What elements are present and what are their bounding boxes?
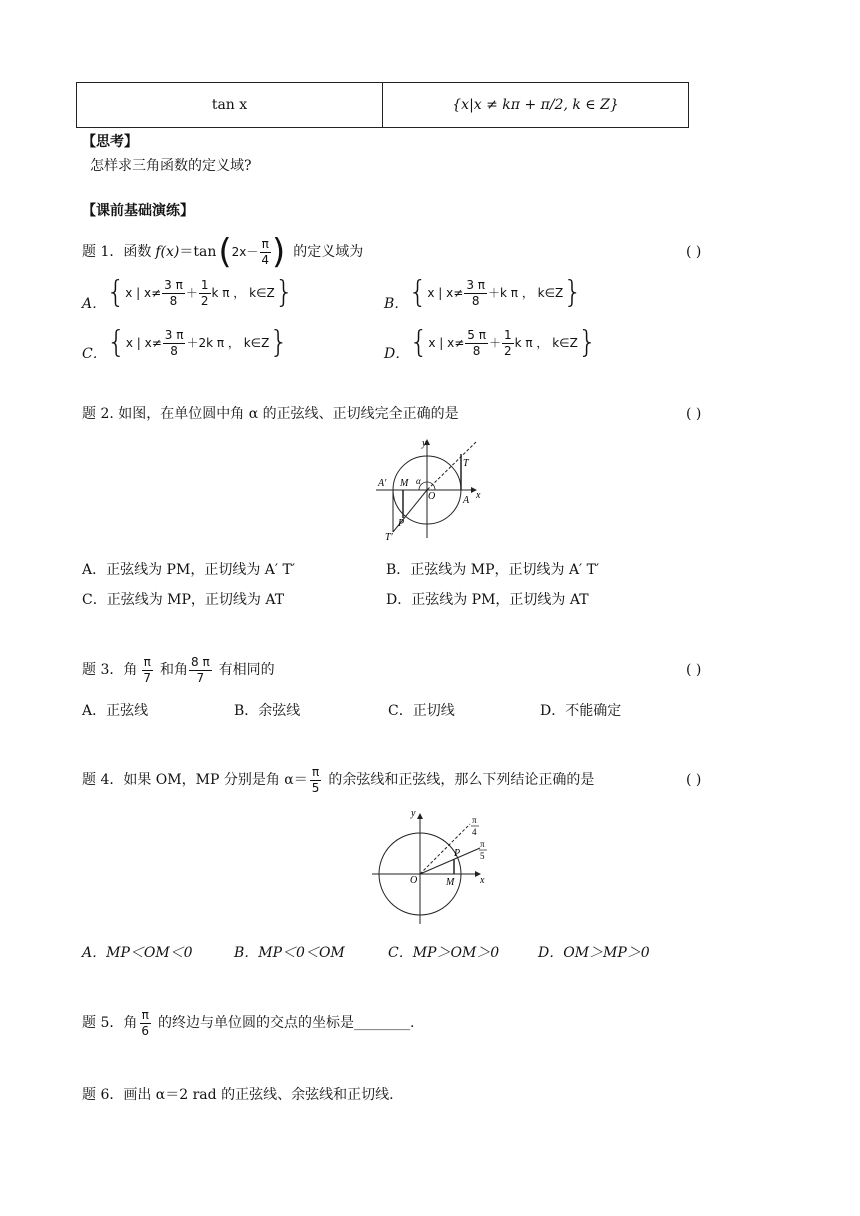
q2-option-c[interactable]: C．正弦线为 MP，正切线为 AT (82, 592, 285, 608)
label-t: T (463, 458, 469, 469)
q2-option-a[interactable]: A．正弦线为 PM，正切线为 A′ T′ (82, 562, 296, 578)
q3-option-c[interactable]: C．正切线 (388, 703, 455, 719)
q1-option-b[interactable]: B． { x | x≠ $\frac{3 \pi}{8}$ ＋k π ， k∈Z } (384, 275, 583, 312)
ray-pi-over-5 (420, 848, 480, 874)
q1-suffix: 的定义域为 (293, 244, 364, 260)
label-m: M (400, 478, 409, 489)
ray-pi-over-4 (420, 824, 470, 874)
q4-answer-paren: ( ) (686, 772, 702, 788)
q3-answer-paren: ( ) (686, 662, 702, 678)
table-cell-function (77, 83, 383, 128)
label-x: x (476, 490, 481, 501)
q4-option-c[interactable]: C．MP＞OM＞0 (388, 945, 500, 961)
section-title: 【课前基础演练】 (82, 203, 194, 219)
q4-unit-circle-figure (368, 808, 492, 928)
q1-stem (82, 232, 363, 272)
q3-option-d[interactable]: D．不能确定 (540, 703, 622, 719)
q1-rparen: ) (272, 232, 286, 272)
q1-lparen: ( (218, 232, 232, 272)
label-m: M (446, 877, 455, 888)
label-o: O (410, 875, 418, 886)
q3-option-b[interactable]: B．余弦线 (234, 703, 301, 719)
label-pi5-num: π (480, 839, 485, 849)
q1-fraction: $\frac{\pi}{4}$ (261, 236, 270, 267)
q2-option-b[interactable]: B．正弦线为 MP，正切线为 A′ T′ (386, 562, 600, 578)
q2-answer-paren: ( ) (686, 406, 702, 422)
label-alpha: α (416, 476, 421, 486)
table-domain-text: {x|x ≠ kπ + π/2, k ∈ Z} (452, 97, 619, 113)
q4-stem: 题 4．如果 OM，MP 分别是角 α＝ $\frac{\pi}{5}$ 的余弦线和正弦线，那么下列结论正确的是 (82, 764, 595, 795)
label-t-prime: T′ (385, 532, 393, 542)
q4-option-b[interactable]: B．MP＜0＜OM (234, 945, 345, 961)
q1-option-a[interactable]: A． { x | x≠ $\frac{3 \pi}{8}$ ＋ $\frac{1}{2}$ k π ， k∈Z } (82, 275, 294, 312)
label-p: P (398, 518, 405, 529)
label-a-prime: A′ (378, 478, 387, 489)
table-func-text: tan x (211, 97, 248, 113)
label-pi4-den: 4 (472, 827, 477, 837)
q2-stem: 题 2. 如图，在单位圆中角 α 的正弦线、正切线完全正确的是 (82, 406, 459, 422)
think-heading: 【思考】 (82, 134, 138, 150)
label-y: y (411, 808, 416, 819)
q1-eq: ＝tan (179, 244, 217, 260)
q2-option-d[interactable]: D．正弦线为 PM，正切线为 AT (386, 592, 589, 608)
q3-stem: 题 3．角 $\frac{\pi}{7}$ 和角 $\frac{8 \pi}{7}$ 有相同的 (82, 654, 275, 685)
think-question: 怎样求三角函数的定义域? (90, 158, 252, 174)
label-pi5-den: 5 (480, 851, 485, 861)
label-y: y (422, 438, 427, 449)
label-pi4-num: π (472, 815, 477, 825)
label-p: P (454, 848, 461, 859)
q5-stem: 题 5．角 $\frac{\pi}{6}$ 的终边与单位圆的交点的坐标是________. (82, 1007, 415, 1038)
q1-option-c[interactable]: C． { x | x≠ $\frac{3 \pi}{8}$ ＋2k π ， k∈Z } (82, 325, 289, 362)
q3-option-a[interactable]: A．正弦线 (82, 703, 149, 719)
q2-unit-circle-figure (372, 436, 488, 542)
domain-table (76, 82, 689, 128)
q1-prefix: 题 1．函数 (82, 244, 152, 260)
label-x: x (480, 875, 485, 886)
q1-option-d[interactable]: D． { x | x≠ $\frac{5 \pi}{8}$ ＋ $\frac{1}{2}$ k π ， k∈Z } (384, 325, 597, 362)
q4-option-a[interactable]: A．MP＜OM＜0 (82, 945, 193, 961)
label-a: A (463, 495, 470, 506)
q1-f: f(x) (155, 244, 180, 260)
label-o: O (428, 491, 436, 502)
q1-answer-paren: ( ) (686, 244, 702, 260)
q1-inner: 2x－ (231, 245, 259, 259)
q6-stem: 题 6．画出 α＝2 rad 的正弦线、余弦线和正切线. (82, 1087, 394, 1103)
q4-option-d[interactable]: D．OM＞MP＞0 (538, 945, 650, 961)
table-cell-domain (383, 83, 689, 128)
